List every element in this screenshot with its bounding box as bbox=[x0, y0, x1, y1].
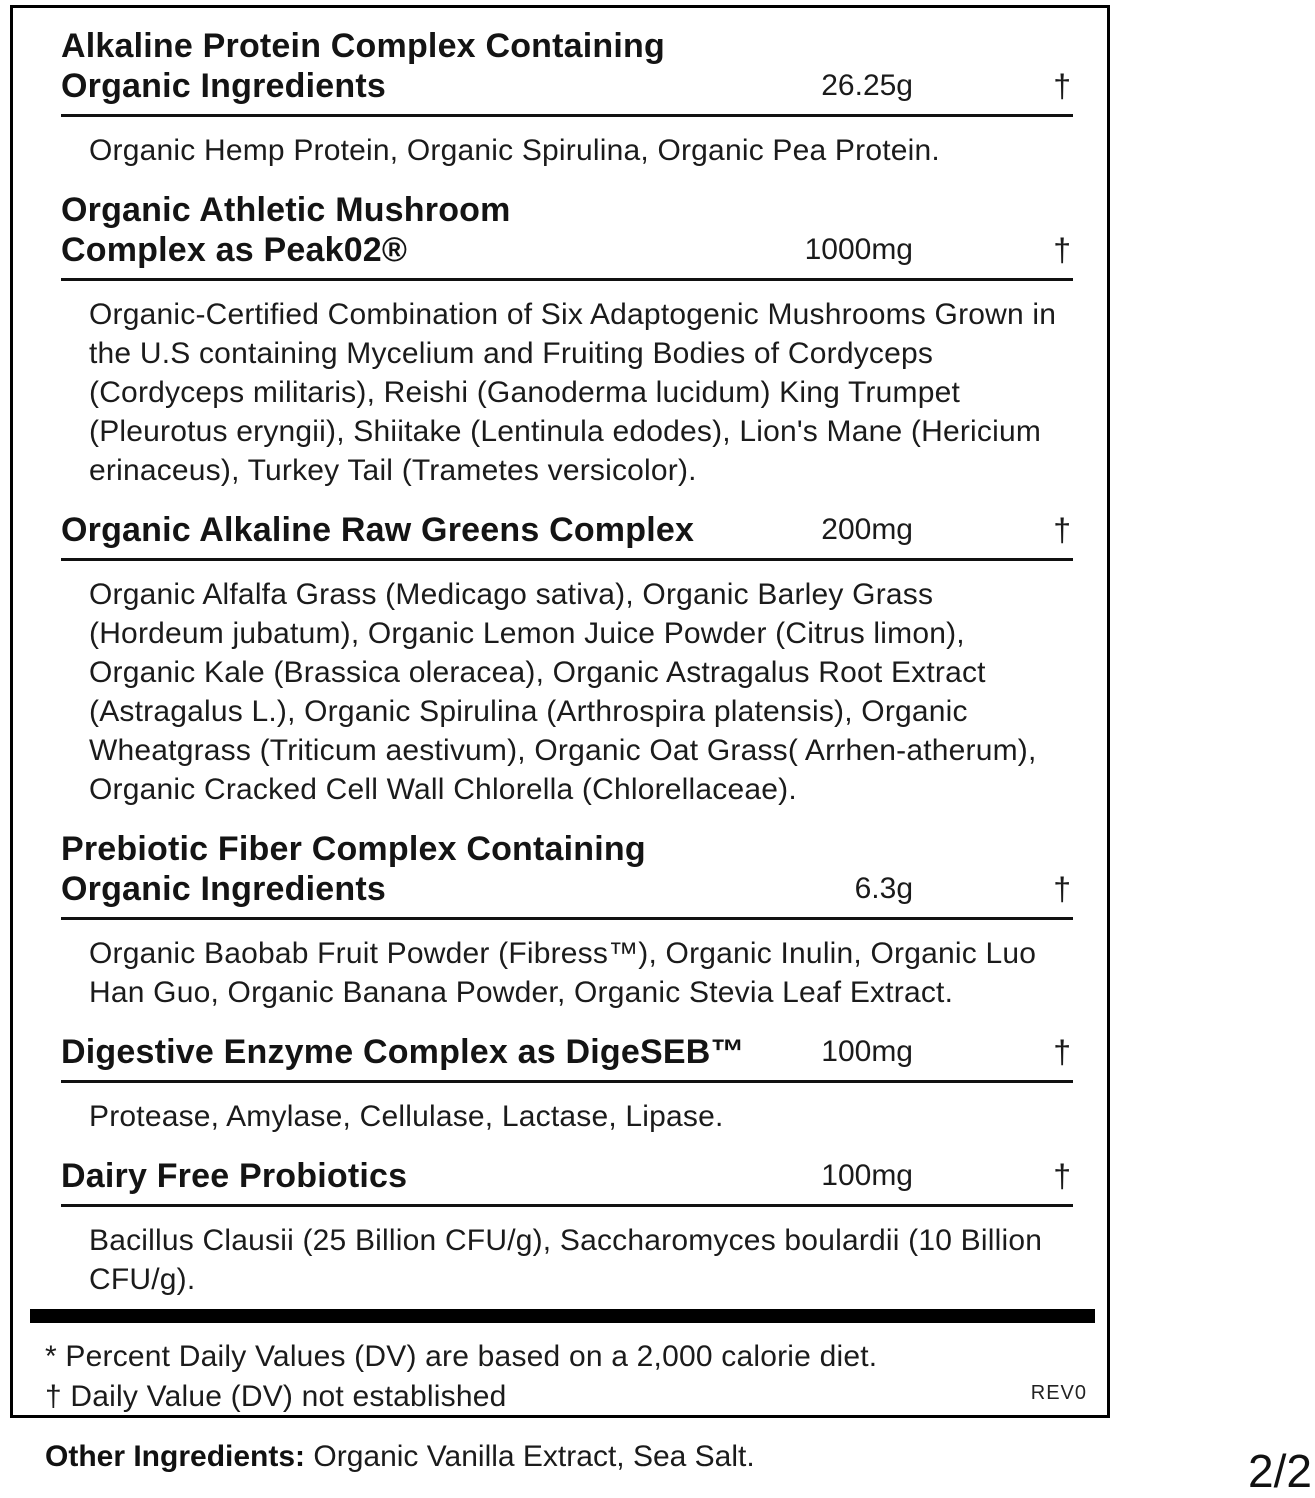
nutrient-section-alkaline-protein bbox=[61, 26, 1073, 170]
nutrient-header bbox=[61, 1156, 1073, 1207]
nutrient-name-line1: Organic Athletic Mushroom bbox=[61, 191, 511, 229]
daily-value-dagger: † bbox=[1053, 68, 1071, 104]
nutrient-amount: 100mg bbox=[821, 1159, 913, 1192]
nutrient-name bbox=[61, 1156, 821, 1196]
nutrient-name bbox=[61, 26, 821, 106]
ingredient-list: Organic-Certified Combination of Six Adaptogenic Mushrooms Grown in the U.S containing Mycelium and Fruiting Bodies of Cordyceps (Cordyceps militaris), Reishi (Ganoderma lucidum) King Trumpet (Pleurotus eryngii), Shiitake (Lentinula edodes), Lion's Mane (Hericium erinaceus), Turkey Tail (Trametes versicolor). bbox=[89, 298, 1057, 487]
nutrient-header bbox=[61, 26, 1073, 117]
nutrient-amount: 6.3g bbox=[854, 872, 913, 905]
nutrient-header bbox=[61, 510, 1073, 561]
ingredient-list: Organic Hemp Protein, Organic Spirulina, Organic Pea Protein. bbox=[89, 134, 940, 167]
nutrient-name-line2: Digestive Enzyme Complex as DigeSEB™ bbox=[61, 1033, 745, 1071]
nutrient-amount: 26.25g bbox=[821, 69, 913, 102]
page-number: 2/2 bbox=[1248, 1445, 1312, 1497]
nutrient-name bbox=[61, 829, 855, 909]
nutrient-amount: 1000mg bbox=[804, 233, 913, 266]
ingredient-list: Protease, Amylase, Cellulase, Lactase, Lipase. bbox=[89, 1100, 724, 1133]
footnote-daily-values: * Percent Daily Values (DV) are based on a 2,000 calorie diet. bbox=[45, 1340, 878, 1373]
nutrient-section-raw-greens bbox=[61, 510, 1073, 809]
nutrient-header bbox=[61, 829, 1073, 920]
daily-value-dagger: † bbox=[1053, 512, 1071, 548]
supplement-facts-panel bbox=[10, 5, 1110, 1418]
nutrient-header bbox=[61, 190, 1073, 281]
thick-divider-bar bbox=[30, 1309, 1095, 1323]
nutrient-name-line2: Organic Ingredients bbox=[61, 67, 386, 105]
nutrient-name bbox=[61, 510, 821, 550]
daily-value-dagger: † bbox=[1053, 232, 1071, 268]
panel-content bbox=[13, 8, 1107, 1299]
nutrient-section-mushroom-complex bbox=[61, 190, 1073, 490]
nutrient-amount: 100mg bbox=[821, 1035, 913, 1068]
nutrient-section-digestive-enzyme bbox=[61, 1032, 1073, 1136]
other-ingredients-text: Organic Vanilla Extract, Sea Salt. bbox=[313, 1440, 755, 1473]
footnote-dv-not-established: † Daily Value (DV) not established bbox=[45, 1380, 507, 1413]
footnotes bbox=[13, 1323, 1107, 1417]
nutrient-name-line2: Dairy Free Probiotics bbox=[61, 1157, 408, 1195]
ingredient-list: Bacillus Clausii (25 Billion CFU/g), Saccharomyces boulardii (10 Billion CFU/g). bbox=[89, 1224, 1043, 1296]
ingredient-list: Organic Alfalfa Grass (Medicago sativa), Organic Barley Grass (Hordeum jubatum), Organic Lemon Juice Powder (Citrus limon), Organic Kale (Brassica oleracea), Organic Astragalus Root Extract (Astragalus L.), Organic Spirulina (Arthrospira platensis), Organic Wheatgrass (Triticum aestivum), Organic Oat Grass( Arrhen-atherum), Organic Cracked Cell Wall Chlorella (Chlorellaceae). bbox=[89, 578, 1037, 806]
nutrient-name-line1: Prebiotic Fiber Complex Containing bbox=[61, 830, 646, 868]
nutrient-name bbox=[61, 190, 805, 270]
daily-value-dagger: † bbox=[1053, 871, 1071, 907]
other-ingredients-label: Other Ingredients: bbox=[45, 1440, 306, 1473]
other-ingredients-line bbox=[45, 1438, 755, 1476]
nutrient-amount: 200mg bbox=[821, 513, 913, 546]
nutrient-name-line2: Organic Alkaline Raw Greens Complex bbox=[61, 511, 695, 549]
nutrient-name-line1: Alkaline Protein Complex Containing bbox=[61, 27, 665, 65]
nutrient-section-prebiotic-fiber bbox=[61, 829, 1073, 1012]
daily-value-dagger: † bbox=[1053, 1158, 1071, 1194]
nutrient-header bbox=[61, 1032, 1073, 1083]
nutrient-section-probiotics bbox=[61, 1156, 1073, 1299]
revision-code: REV0 bbox=[1030, 1382, 1087, 1404]
nutrient-name-line2: Complex as Peak02® bbox=[61, 231, 408, 269]
ingredient-list: Organic Baobab Fruit Powder (Fibress™), Organic Inulin, Organic Luo Han Guo, Organic Banana Powder, Organic Stevia Leaf Extract. bbox=[89, 937, 1037, 1009]
nutrient-name bbox=[61, 1032, 821, 1072]
nutrient-name-line2: Organic Ingredients bbox=[61, 870, 386, 908]
daily-value-dagger: † bbox=[1053, 1034, 1071, 1070]
